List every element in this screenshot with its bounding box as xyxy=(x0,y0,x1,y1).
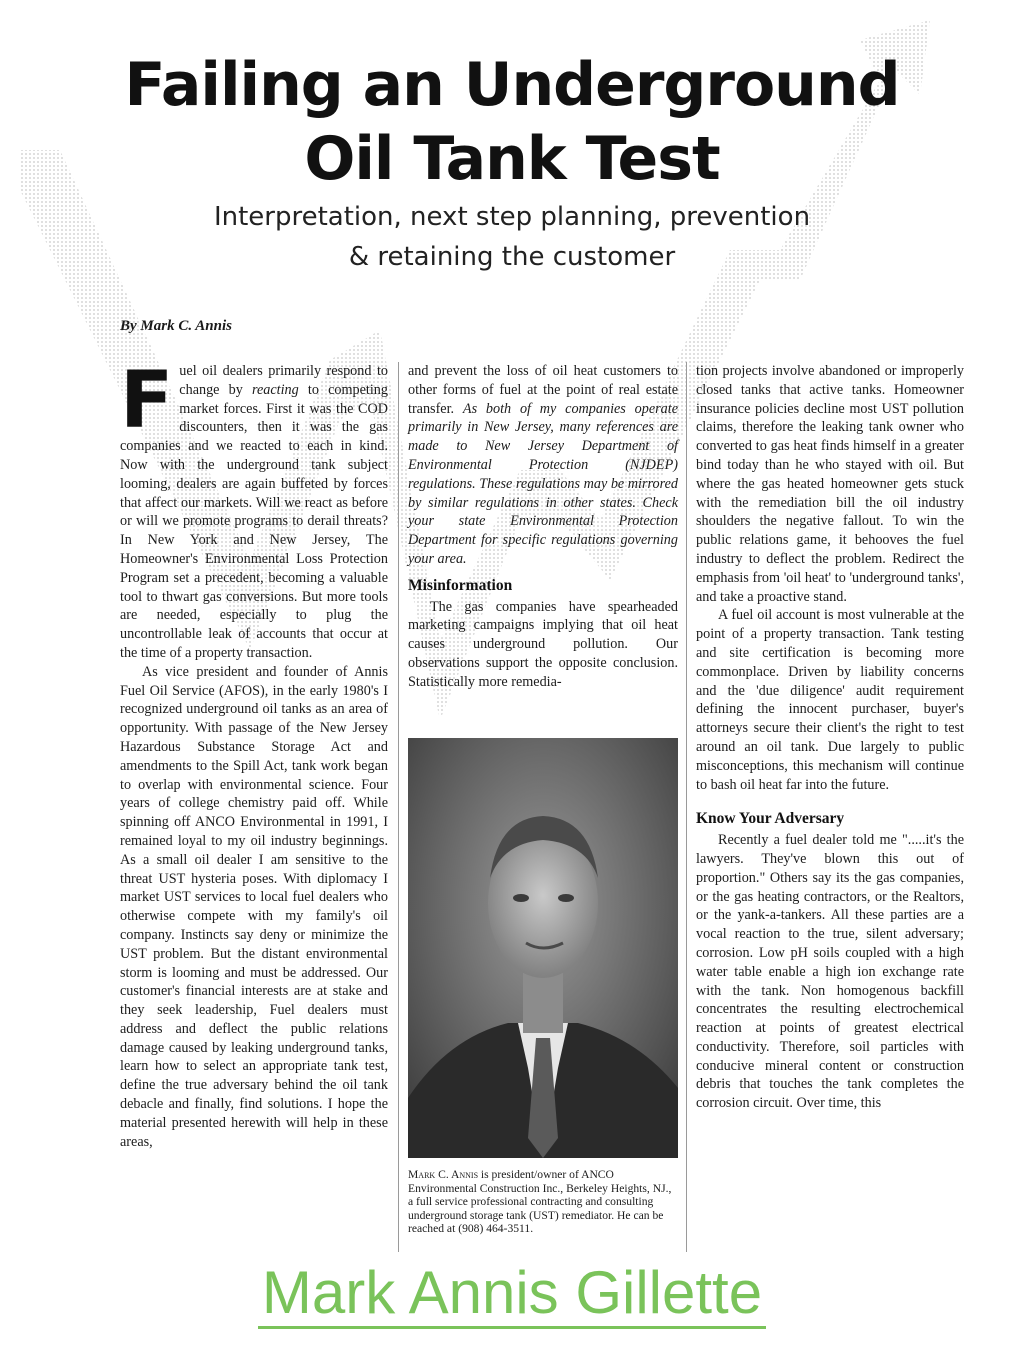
article-title-line2: Oil Tank Test xyxy=(304,124,720,194)
author-portrait-photo xyxy=(408,738,678,1158)
paragraph xyxy=(408,362,678,569)
photo-caption xyxy=(408,1168,678,1236)
column-divider xyxy=(686,362,687,1252)
text-run: and prevent the loss of oil heat customers to other forms of fuel at the point of real estate transfer. xyxy=(408,363,678,417)
footer-text: Mark Annis Gillette xyxy=(258,1259,766,1329)
article-subtitle-line2: & retaining the customer xyxy=(348,242,676,272)
emphasis-text: As both of my companies operate primarily in New Jersey, many references are made to New Jersey Department of Environmental Protection (NJDEP) regulations. These regulations may be mirrored by similar regulations in other states. Check your state Environmental Protection Department for specific regulations governing your area. xyxy=(408,400,678,567)
section-heading-misinformation: Misinformation xyxy=(408,576,513,594)
caption-text: is president/owner of ANCO Environmental Construction Inc., Berkeley Heights, NJ., a full service professional contracting and consulting underground storage tank (UST) remediator. He can be reached at (908) 464-3511. xyxy=(408,1168,672,1236)
article-title-line1: Failing an Underground xyxy=(124,50,900,120)
column-divider xyxy=(398,362,399,1252)
caption-author-name: Mark C. Annis xyxy=(408,1168,479,1181)
paragraph: A fuel oil account is most vulnerable at the point of a property transaction. Tank testing and site certification is becoming more commonplace. Driven by liability concerns and the 'due diligence' audit requirement defining the innocent purchaser, buyer's attorneys secure their client's the right to test around an oil tank. Due largely to public misconceptions, this mechanism will continue to bash oil heat far into the future. xyxy=(696,607,964,793)
article-column-3 xyxy=(696,362,964,1113)
paragraph xyxy=(120,356,388,663)
article-subtitle-line1: Interpretation, next step planning, prevention xyxy=(213,202,811,232)
article-column-2 xyxy=(408,362,678,692)
footer-watermark-link[interactable] xyxy=(0,1258,1024,1327)
paragraph: As vice president and founder of Annis Fuel Oil Service (AFOS), in the early 1980's I recognized underground oil tanks as an area of opportunity. With passage of the New Jersey Hazardous Substance Storage Act and amendments to the Spill Act, tank work began to overlap with environmental science. Four years of college chemistry paid off. While spinning off ANCO Environmental in 1991, I remained loyal to my oil industry beginnings. As a small oil dealer I am sensitive to the threat UST hysteria poses. With diplomacy I market UST services to local fuel dealers who otherwise compete with my family's oil company. Instincts say deny or minimize the UST problem. But the distant environmental storm is looming and must be addressed. Our customer's financial interests are at stake and they seek leadership, Fuel dealers must address and deflect the public relations damage caused by leaking underground tanks, learn how to select an appropriate tank test, define the true adversary behind the oil tank debacle and finally, find solutions. I hope the material presented herewith will help in these areas, xyxy=(120,663,388,1150)
text-run: to competing market forces. First it was the COD discounters, then it was the gas companies and we reacted to each in kind. Now with the underground tank subject looming, dealers are again buffeted by forces that affect our markets. Will we react as before or will we promote programs to derail threats? In New York and New Jersey, The Homeowner's Environmental Loss Protection Program set a precedent, becoming a valuable tool to thwart gas conversions. But more tools are needed, especially to plug the uncontrollable leak of accounts that occur at the time of a property transaction. xyxy=(120,381,388,661)
drop-cap: F xyxy=(120,356,174,446)
article-column-1 xyxy=(120,356,388,1151)
paragraph: Recently a fuel dealer told me ".....it's the lawyers. They've blown this out of proportion." Others say its the gas companies, or the gas heating contractors, or the Realtors, or the yank-a-tankers. All these parties are a vocal reaction to the true, silent adversary; corrosion. Low pH soils coupled with a high water table enable a high ion exchange rate with the tank. Non homogenous backfill concentrates the resulting electrochemical reaction at points of greatest electrical conductivity. Therefore, soil particles with conducive mineral content or construction debris that touches the tank completes the corrosion circuit. Over time, this xyxy=(696,832,964,1112)
paragraph: tion projects involve abandoned or improperly closed tanks that active tanks. Homeowner insurance policies decline most UST pollution claims, therefore the leaking tank owner who converted to gas heat finds himself in a greater bind today than he who stayed with oil. But where the gas heated homeowner gets stuck with the remediation bill the oil industry shoulders the negative fallout. To win the public relations game, it behooves the fuel industry to deflect the problem. Redirect the emphasis from 'oil heat' to 'underground tanks', and take a proactive stand. xyxy=(696,363,964,605)
section-heading-know-your-adversary: Know Your Adversary xyxy=(696,810,845,828)
paragraph: The gas companies have spearheaded marketing campaigns implying that oil heat causes underground pollution. Our observations support the opposite conclusion. Statistically more remedia- xyxy=(408,598,678,690)
byline: By Mark C. Annis xyxy=(120,318,232,334)
text-run: uel oil dealers primarily respond to change by xyxy=(179,363,388,398)
emphasis-text: reacting xyxy=(251,381,299,398)
